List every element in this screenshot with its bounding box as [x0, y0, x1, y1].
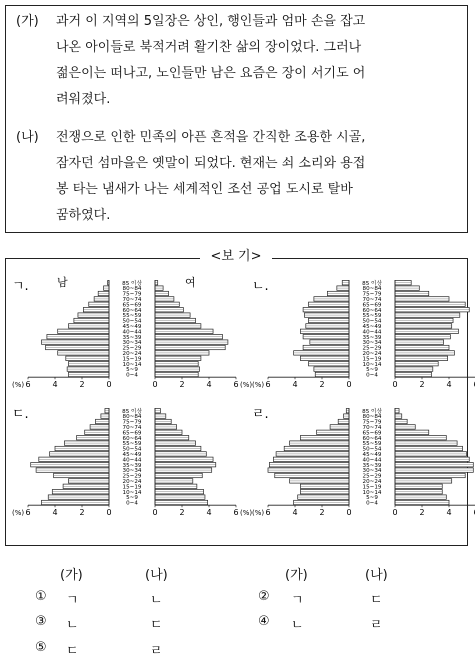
- choice-1-ga: ㄱ: [66, 593, 79, 608]
- axis-tick-label: 2: [319, 380, 325, 390]
- age-group-label: 0~4: [126, 372, 138, 379]
- axis-tick-label: 4: [206, 508, 212, 518]
- paragraph-ga-label: (가): [16, 14, 39, 29]
- choice-1-number[interactable]: ①: [35, 589, 47, 604]
- axis-tick-label: 2: [79, 380, 85, 390]
- paragraph-na-label: (나): [16, 130, 39, 145]
- age-group-label: 80~84: [122, 286, 142, 293]
- age-group-label: 70~74: [122, 297, 142, 303]
- age-group-label: 10~14: [122, 361, 142, 368]
- age-group-label: 0~4: [366, 500, 378, 507]
- age-group-label: 50~54: [362, 446, 382, 453]
- age-group-label: 35~39: [362, 462, 382, 469]
- population-pyramid-rieul: [252, 398, 462, 520]
- age-group-label: 30~34: [122, 468, 142, 475]
- bogi-title: <보 기>: [200, 248, 272, 266]
- age-group-label: 60~64: [362, 435, 382, 442]
- age-group-label: 50~54: [362, 318, 382, 325]
- choices-header-ga: (가): [60, 568, 83, 583]
- age-group-label: 15~19: [122, 356, 142, 363]
- age-group-label: 45~49: [122, 452, 142, 458]
- axis-tick-label: 0: [106, 508, 112, 518]
- age-group-label: 40~44: [122, 457, 142, 464]
- axis-tick-label: 6: [265, 380, 271, 390]
- axis-tick-label: 2: [419, 380, 425, 390]
- choice-3-ga: ㄴ: [66, 618, 79, 633]
- pyramid-svg: [252, 270, 462, 392]
- choice-5-number[interactable]: ⑤: [35, 640, 47, 655]
- age-group-label: 75~79: [362, 291, 382, 298]
- axis-tick-label: 2: [179, 380, 185, 390]
- choice-5-ga: ㄷ: [66, 644, 79, 659]
- age-group-label: 15~19: [362, 356, 382, 363]
- age-group-label: 65~69: [122, 302, 142, 309]
- axis-tick-label: 4: [52, 380, 58, 390]
- age-group-label: 20~24: [362, 479, 382, 485]
- pyramid-panel-label: ㄷ.: [12, 407, 29, 422]
- age-group-label: 30~34: [362, 340, 382, 347]
- paragraph-na-line: 잠자던 섬마을은 옛말이 되었다. 현재는 쇠 소리와 용접: [56, 156, 366, 171]
- age-group-label: 15~19: [122, 484, 142, 491]
- age-group-label: 85 이상: [362, 280, 382, 287]
- axis-tick-label: 6: [233, 508, 239, 518]
- age-group-label: 40~44: [362, 457, 382, 464]
- axis-unit-label: (%): [240, 509, 253, 518]
- population-pyramid-gieok: [12, 270, 253, 392]
- age-group-label: 0~4: [126, 500, 138, 507]
- age-group-label: 60~64: [122, 307, 142, 314]
- age-group-label: 70~74: [122, 425, 142, 431]
- age-group-label: 80~84: [122, 414, 142, 421]
- axis-tick-label: 0: [152, 380, 158, 390]
- age-group-label: 65~69: [362, 302, 382, 309]
- age-group-label: 65~69: [122, 430, 142, 437]
- age-group-label: 60~64: [362, 307, 382, 314]
- choice-4-na: ㄹ: [370, 618, 383, 633]
- choice-2-ga: ㄱ: [291, 593, 304, 608]
- age-group-label: 80~84: [362, 414, 382, 421]
- paragraph-ga-line: 나온 아이들로 북적거려 활기찬 삶의 장이었다. 그러나: [56, 40, 362, 55]
- axis-tick-label: 0: [392, 508, 398, 518]
- axis-tick-label: 4: [446, 380, 452, 390]
- axis-tick-label: 2: [319, 508, 325, 518]
- age-group-label: 35~39: [122, 462, 142, 469]
- axis-tick-label: 4: [446, 508, 452, 518]
- age-group-label: 0~4: [366, 372, 378, 379]
- choice-5-na: ㄹ: [150, 644, 163, 659]
- axis-tick-label: 2: [419, 508, 425, 518]
- age-group-label: 80~84: [362, 286, 382, 293]
- choice-3-na: ㄷ: [150, 618, 163, 633]
- age-group-label: 20~24: [362, 351, 382, 357]
- axis-tick-label: 0: [346, 380, 352, 390]
- age-group-label: 45~49: [362, 452, 382, 458]
- age-group-label: 70~74: [362, 297, 382, 303]
- age-group-label: 25~29: [362, 473, 382, 480]
- paragraph-ga-line: 과거 이 지역의 5일장은 상인, 행인들과 엄마 손을 잡고: [56, 14, 366, 29]
- age-group-label: 55~59: [122, 441, 142, 448]
- age-group-label: 75~79: [122, 419, 142, 426]
- pyramid-svg: [252, 398, 462, 520]
- female-label: 여: [185, 276, 196, 289]
- age-group-label: 40~44: [122, 329, 142, 336]
- choices-header-na: (나): [365, 568, 388, 583]
- axis-tick-label: 4: [52, 508, 58, 518]
- paragraph-ga-line: 젊은이는 떠나고, 노인들만 남은 요즘은 장이 서기도 어: [56, 66, 366, 81]
- pyramid-panel-label: ㄹ.: [252, 407, 269, 422]
- population-pyramid-digeut: [12, 398, 253, 520]
- age-group-label: 85 이상: [362, 408, 382, 415]
- axis-tick-label: 6: [233, 380, 239, 390]
- pyramid-panel-label: ㄱ.: [12, 279, 29, 294]
- age-group-label: 35~39: [122, 334, 142, 341]
- age-group-label: 10~14: [122, 489, 142, 496]
- age-group-label: 45~49: [362, 324, 382, 330]
- axis-tick-label: 4: [292, 380, 298, 390]
- age-group-label: 75~79: [362, 419, 382, 426]
- age-group-label: 20~24: [122, 351, 142, 357]
- age-group-label: 5~9: [126, 367, 138, 374]
- age-group-label: 65~69: [362, 430, 382, 437]
- age-group-label: 50~54: [122, 446, 142, 453]
- age-group-label: 15~19: [362, 484, 382, 491]
- age-group-label: 45~49: [122, 324, 142, 330]
- axis-tick-label: 0: [106, 380, 112, 390]
- axis-tick-label: 6: [25, 380, 31, 390]
- age-group-label: 40~44: [362, 329, 382, 336]
- axis-tick-label: 4: [206, 380, 212, 390]
- axis-tick-label: 6: [25, 508, 31, 518]
- age-group-label: 10~14: [362, 489, 382, 496]
- pyramid-svg: [12, 398, 253, 520]
- population-pyramid-nieun: [252, 270, 462, 392]
- axis-unit-label: (%): [252, 509, 265, 518]
- choices-header-ga: (가): [285, 568, 308, 583]
- pyramid-panel-label: ㄴ.: [252, 279, 269, 294]
- male-label: 남: [57, 276, 68, 289]
- paragraph-ga-line: 려워졌다.: [56, 92, 111, 107]
- age-group-label: 55~59: [362, 313, 382, 320]
- age-group-label: 20~24: [122, 479, 142, 485]
- age-group-label: 30~34: [122, 340, 142, 347]
- axis-tick-label: 6: [265, 508, 271, 518]
- choice-2-na: ㄷ: [370, 593, 383, 608]
- axis-tick-label: 0: [346, 508, 352, 518]
- age-group-label: 60~64: [122, 435, 142, 442]
- paragraph-na-line: 봉 타는 냄새가 나는 세계적인 조선 공업 도시로 탈바: [56, 182, 353, 197]
- axis-tick-label: 2: [79, 508, 85, 518]
- choice-3-number[interactable]: ③: [35, 614, 47, 629]
- age-group-label: 25~29: [122, 345, 142, 352]
- age-group-label: 5~9: [126, 495, 138, 502]
- axis-tick-label: 4: [292, 508, 298, 518]
- choice-1-na: ㄴ: [150, 593, 163, 608]
- age-group-label: 10~14: [362, 361, 382, 368]
- paragraph-na-line: 전쟁으로 인한 민족의 아픈 흔적을 간직한 조용한 시골,: [56, 130, 366, 145]
- age-group-label: 25~29: [122, 473, 142, 480]
- axis-unit-label: (%): [252, 381, 265, 390]
- age-group-label: 50~54: [122, 318, 142, 325]
- age-group-label: 5~9: [366, 495, 378, 502]
- age-group-label: 5~9: [366, 367, 378, 374]
- axis-tick-label: 2: [179, 508, 185, 518]
- choices-header-na: (나): [145, 568, 168, 583]
- age-group-label: 30~34: [362, 468, 382, 475]
- axis-unit-label: (%): [12, 381, 25, 390]
- age-group-label: 55~59: [122, 313, 142, 320]
- choice-4-number[interactable]: ④: [258, 614, 270, 629]
- age-group-label: 85 이상: [122, 408, 142, 415]
- age-group-label: 35~39: [362, 334, 382, 341]
- age-group-label: 25~29: [362, 345, 382, 352]
- age-group-label: 55~59: [362, 441, 382, 448]
- choice-4-ga: ㄴ: [291, 618, 304, 633]
- age-group-label: 75~79: [122, 291, 142, 298]
- choice-2-number[interactable]: ②: [258, 589, 270, 604]
- axis-unit-label: (%): [12, 509, 25, 518]
- axis-tick-label: 0: [392, 380, 398, 390]
- pyramid-svg: [12, 270, 253, 392]
- age-group-label: 70~74: [362, 425, 382, 431]
- age-group-label: 85 이상: [122, 280, 142, 287]
- paragraph-na-line: 꿈하였다.: [56, 208, 111, 223]
- axis-unit-label: (%): [240, 381, 253, 390]
- axis-tick-label: 0: [152, 508, 158, 518]
- passage-box: [5, 5, 468, 233]
